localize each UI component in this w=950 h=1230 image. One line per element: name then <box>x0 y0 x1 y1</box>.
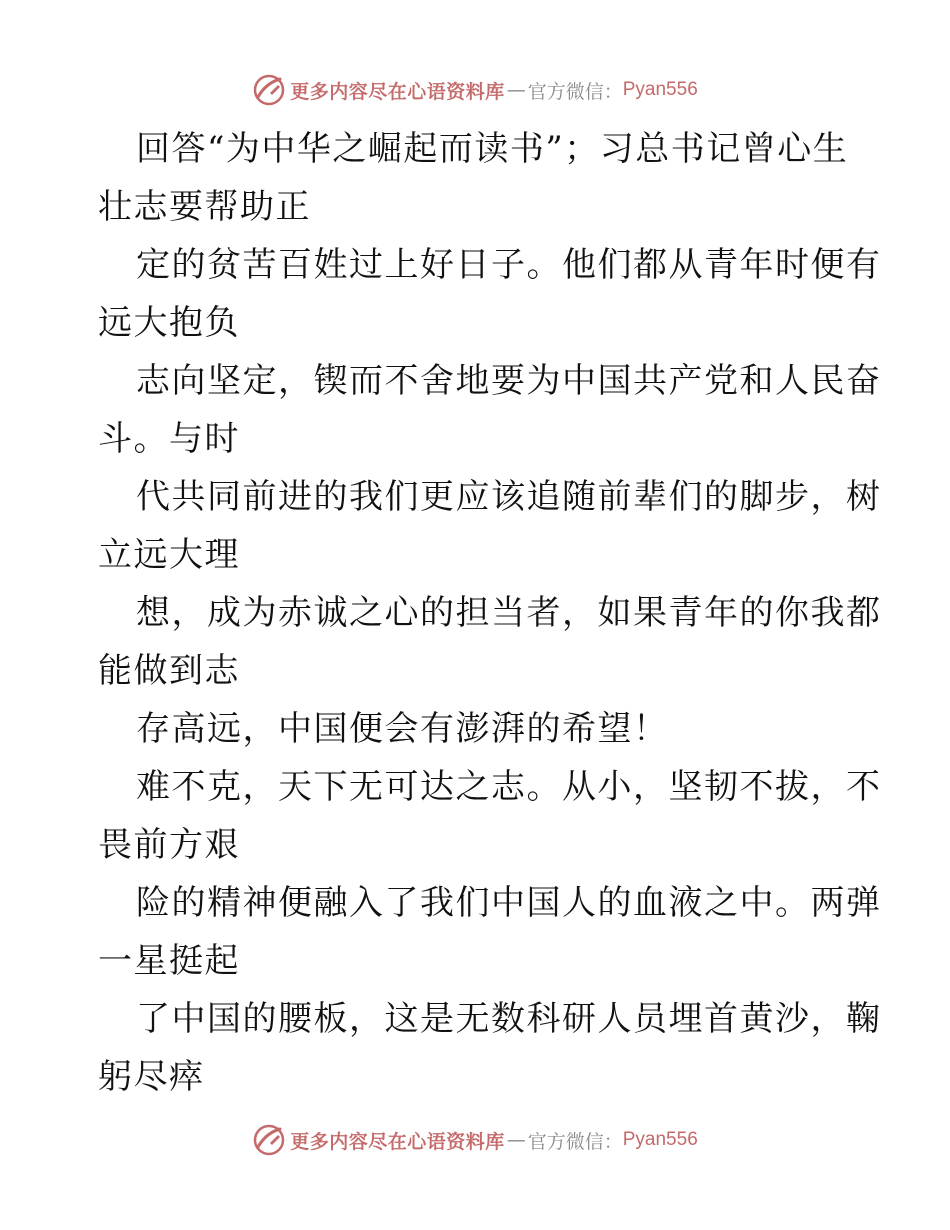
body-line: 躬尽瘁 <box>98 1057 205 1097</box>
header-wechat-id: Pyan556 <box>622 79 698 100</box>
footer-dash: — <box>506 1129 526 1151</box>
body-line: 一星挺起 <box>98 941 240 981</box>
body-line: 壮志要帮助正 <box>98 187 311 227</box>
footer-wechat-label: 官方微信： <box>527 1130 623 1153</box>
body-line: 存高远，中国便会有澎湃的希望！ <box>136 709 669 749</box>
pen-logo-icon <box>252 1123 286 1157</box>
body-line: 立远大理 <box>98 535 240 575</box>
body-line: 远大抱负 <box>98 303 240 343</box>
footer-text: 更多内容尽在心语资料库 <box>290 1130 505 1153</box>
footer-banner <box>0 1120 950 1160</box>
header-banner <box>0 70 950 110</box>
body-line: 想，成为赤诚之心的担当者，如果青年的你我都 <box>136 593 882 633</box>
body-line: 能做到志 <box>98 651 240 691</box>
body-line: 险的精神便融入了我们中国人的血液之中。两弹 <box>136 883 882 923</box>
pen-logo-icon <box>252 73 286 107</box>
body-line: 回答“为中华之崛起而读书”；习总书记曾心生 <box>136 129 849 169</box>
body-line: 了中国的腰板，这是无数科研人员埋首黄沙，鞠 <box>136 999 882 1039</box>
body-line: 定的贫苦百姓过上好日子。他们都从青年时便有 <box>136 245 882 285</box>
header-text: 更多内容尽在心语资料库 <box>290 80 505 103</box>
header-wechat-label: 官方微信： <box>527 80 623 103</box>
body-line: 志向坚定，锲而不舍地要为中国共产党和人民奋 <box>136 361 882 401</box>
body-line: 难不克，天下无可达之志。从小，坚韧不拔，不 <box>136 767 882 807</box>
footer-wechat-id: Pyan556 <box>622 1129 698 1150</box>
header-dash: — <box>506 79 526 101</box>
document-body <box>98 120 882 1106</box>
body-line: 斗。与时 <box>98 419 240 459</box>
body-line: 畏前方艰 <box>98 825 240 865</box>
body-line: 代共同前进的我们更应该追随前辈们的脚步，树 <box>136 477 882 517</box>
